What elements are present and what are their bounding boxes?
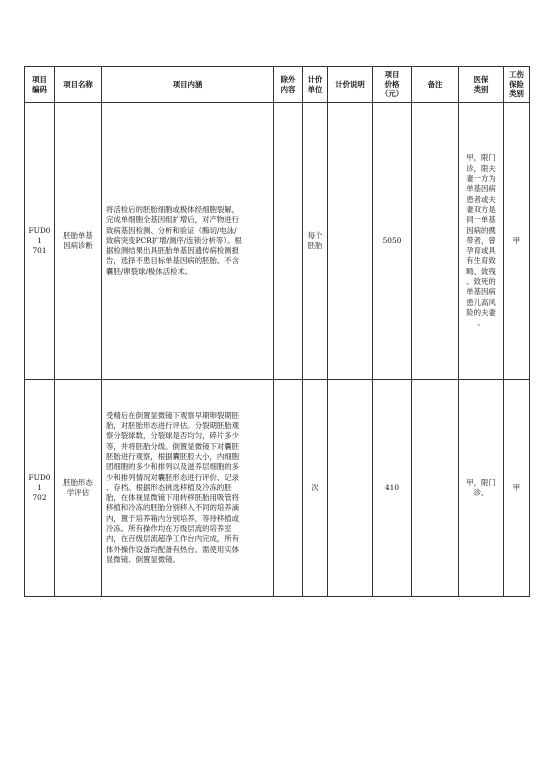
row-unit: 每个 胚胎 <box>303 103 328 380</box>
header-content: 项目内涵 <box>102 67 274 103</box>
row-injury: 甲 <box>504 103 530 380</box>
row-desc <box>328 103 373 380</box>
row-note <box>412 103 459 380</box>
row-price: 410 <box>373 380 412 597</box>
row-code: FUD01 702 <box>25 380 55 597</box>
header-row <box>25 67 530 103</box>
row-desc <box>328 380 373 597</box>
row-content: 将活检后的胚胎细胞或极体经细胞裂解， 完成单细胞全基因组扩增后，对产物进行 致病基因检测、分析和验证（酶切/电泳/ 致病突变PCR扩增/测序/连锁分析等）。根 据检测结果出具胚胎单基因遗传病检测报 告，选择不患目标单基因病的胚胎。不含 囊胚/卵裂球/极体活检术。 <box>102 103 274 380</box>
header-injury: 工伤 保险 类别 <box>504 67 530 103</box>
row-except <box>274 380 303 597</box>
table-row <box>25 380 530 597</box>
row-price: 5050 <box>373 103 412 380</box>
header-note: 备注 <box>412 67 459 103</box>
fee-table <box>24 66 530 597</box>
row-insurance: 甲，限门 诊，限夫 妻一方为 单基因病 患者或夫 妻双方是 同一单基 因病的携 带者，曾 孕育或具 有生育致 畸、致残 、致死的 单基因病 患儿高风 险的夫妻 。 <box>459 103 504 380</box>
header-insurance: 医保 类别 <box>459 67 504 103</box>
header-code: 项目 编码 <box>25 67 55 103</box>
header-except: 除外 内容 <box>274 67 303 103</box>
table-row <box>25 103 530 380</box>
header-price: 项目 价格 （元） <box>373 67 412 103</box>
header-unit: 计价 单位 <box>303 67 328 103</box>
header-desc: 计价说明 <box>328 67 373 103</box>
row-unit: 次 <box>303 380 328 597</box>
row-note <box>412 380 459 597</box>
row-injury: 甲 <box>504 380 530 597</box>
row-name: 胚胎形态 学评估 <box>55 380 102 597</box>
row-name: 胚胎单基 因病诊断 <box>55 103 102 380</box>
row-content: 受精后在倒置显微镜下观察早期卵裂期胚 胎，对胚胎形态进行评估。分裂期胚胎观 察分裂球数，分裂球是否均匀，碎片多少 等，并将胚胎分级。倒置显微镜下对囊胚 胚胎进行观察，根据囊胚腔大小，内细胞 团细胞的多少和排列以及滋养层细胞的多 少和排列情况对囊胚形态进行评价、记录 、存档。根据形态挑选移植及冷冻的胚 胎，在体视显微镜下用转移胚胎用吸管将 移植和冷冻的胚胎分别移入不同的培养滴 内，置于培养箱内分别培养，等待移植或 冷冻。所有操作均在万级层流的培养室 内，在百级层流超净工作台内完成，所有 体外操作设备均配备有热台。需使用实体 显微镜、倒置显微镜。 <box>102 380 274 597</box>
row-insurance: 甲，限门 诊。 <box>459 380 504 597</box>
row-except <box>274 103 303 380</box>
row-code: FUD01 701 <box>25 103 55 380</box>
header-name: 项目名称 <box>55 67 102 103</box>
